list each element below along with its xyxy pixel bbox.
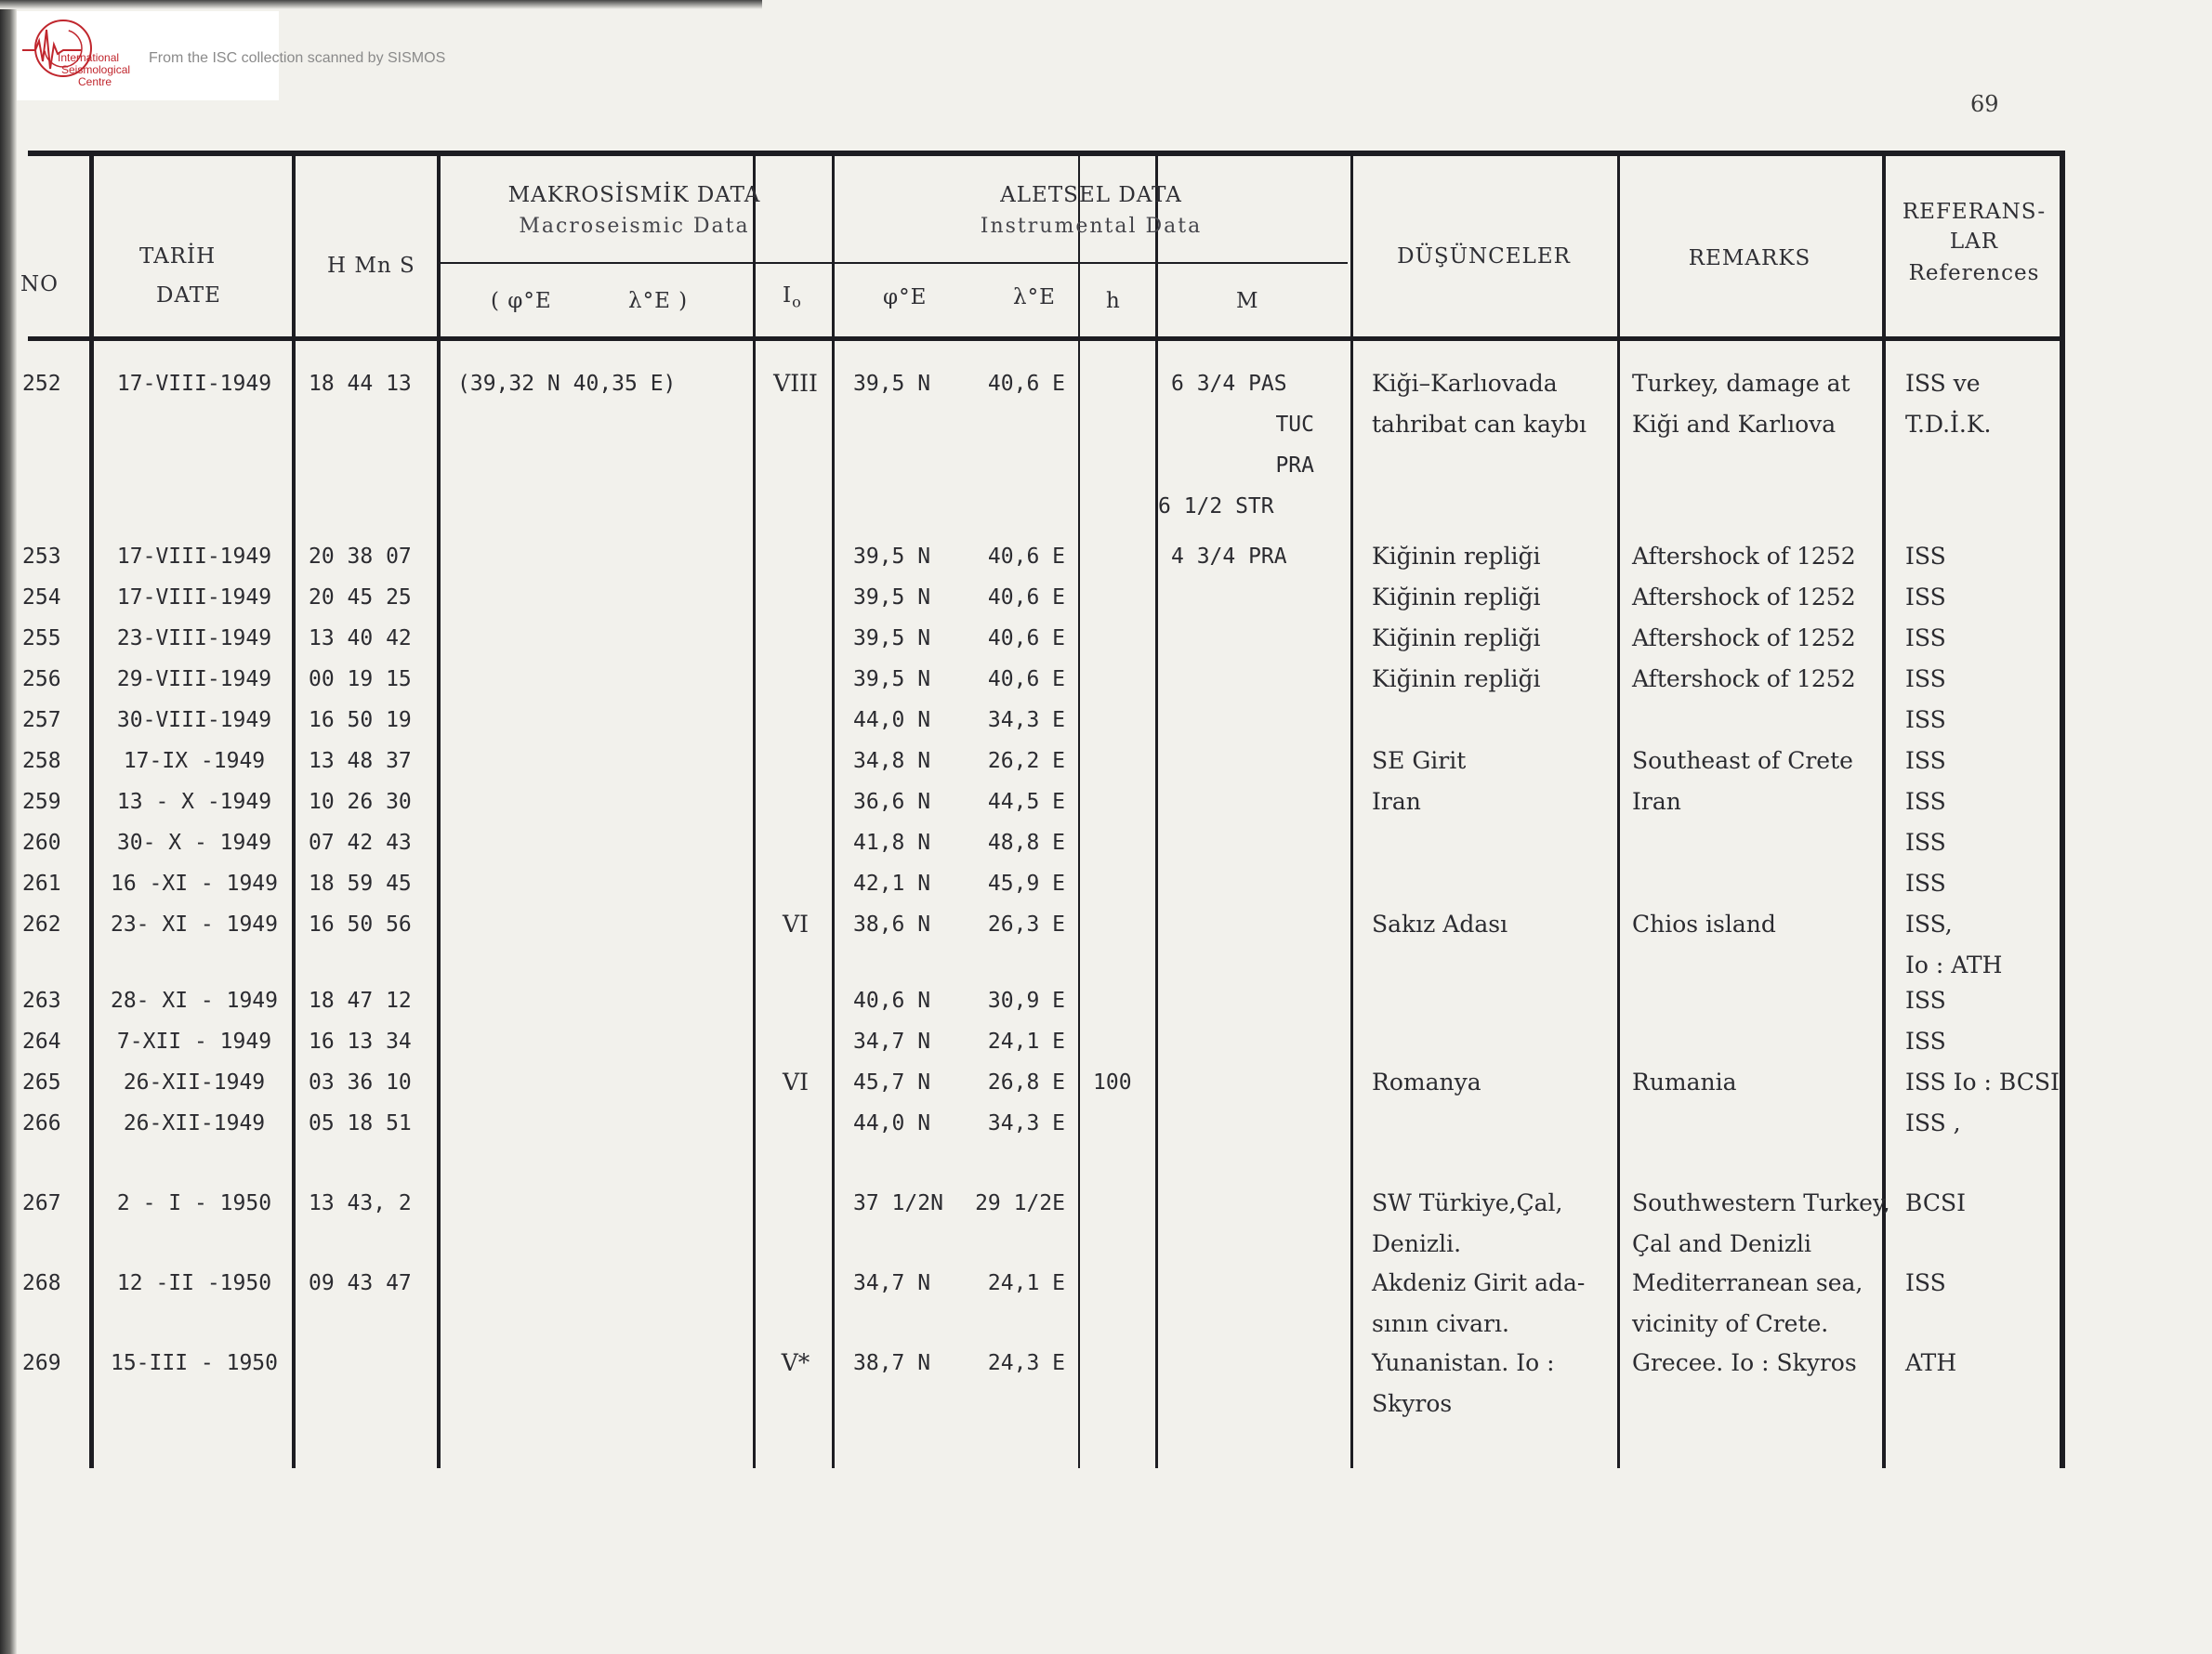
- row-256-date: 29-VIII-1949: [116, 667, 272, 691]
- header-instr-tr: ALETSEL DATA: [1000, 183, 1182, 207]
- row-252-time: 18 44 13: [309, 372, 412, 396]
- row-259-remark-tr-0: Iran: [1372, 788, 1421, 815]
- col-rule-mag: [1350, 151, 1353, 1468]
- row-266-lon: 34,3 E: [987, 1111, 1065, 1135]
- row-254-date: 17-VIII-1949: [116, 585, 272, 610]
- row-255-remark-en-0: Aftershock of 1252: [1632, 624, 1856, 651]
- row-266-date: 26-XII-1949: [123, 1111, 266, 1135]
- row-263-time: 18 47 12: [309, 989, 412, 1013]
- row-267-ref-0: BCSI: [1905, 1189, 1966, 1216]
- row-258-time: 13 48 37: [309, 749, 412, 773]
- row-269-remark-tr-1: Skyros: [1372, 1390, 1453, 1417]
- row-265-lat: 45,7 N: [853, 1070, 931, 1095]
- row-265-remark-tr-0: Romanya: [1372, 1069, 1481, 1096]
- row-260-time: 07 42 43: [309, 831, 412, 855]
- row-266-ref-0: ISS ,: [1905, 1109, 1961, 1136]
- row-268-lon: 24,1 E: [987, 1271, 1065, 1295]
- row-252-remark-tr-0: Kiği–Karlıovada: [1372, 370, 1558, 397]
- row-268-lat: 34,7 N: [853, 1271, 931, 1295]
- row-263-lon: 30,9 E: [987, 989, 1065, 1013]
- row-269-lon: 24,3 E: [987, 1351, 1065, 1375]
- row-268-remark-en-0: Mediterranean sea,: [1632, 1269, 1863, 1296]
- row-265-date: 26-XII-1949: [123, 1070, 266, 1095]
- row-267-remark-tr-1: Denizli.: [1372, 1230, 1462, 1257]
- row-257-date: 30-VIII-1949: [116, 708, 272, 732]
- row-268-time: 09 43 47: [309, 1271, 412, 1295]
- row-252-lat: 39,5 N: [853, 372, 931, 396]
- row-257-time: 16 50 19: [309, 708, 412, 732]
- row-255-date: 23-VIII-1949: [116, 626, 272, 650]
- row-252-intensity: VIII: [773, 370, 818, 397]
- row-265-time: 03 36 10: [309, 1070, 412, 1095]
- row-262-no: 262: [22, 912, 61, 937]
- header-depth: h: [1106, 289, 1121, 313]
- row-266-time: 05 18 51: [309, 1111, 412, 1135]
- row-254-remark-tr-0: Kiğinin repliği: [1372, 584, 1541, 610]
- row-256-remark-en-0: Aftershock of 1252: [1632, 665, 1856, 692]
- row-258-remark-en-0: Southeast of Crete: [1632, 747, 1853, 774]
- row-265-no: 265: [22, 1070, 61, 1095]
- row-264-no: 264: [22, 1030, 61, 1054]
- row-268-remark-en-1: vicinity of Crete.: [1632, 1310, 1829, 1337]
- row-256-time: 00 19 15: [309, 667, 412, 691]
- header-time: H Mn S: [327, 254, 415, 278]
- col-rule-h: [1155, 151, 1158, 1468]
- row-253-date: 17-VIII-1949: [116, 545, 272, 569]
- row-259-no: 259: [22, 790, 61, 814]
- header-remarks-en: REMARKS: [1688, 246, 1811, 270]
- header-macro-lat: ( φ°E: [491, 289, 552, 313]
- row-253-ref-0: ISS: [1905, 543, 1946, 570]
- col-rule-tr: [1617, 151, 1620, 1468]
- row-260-date: 30- X - 1949: [116, 831, 272, 855]
- row-262-time: 16 50 56: [309, 912, 412, 937]
- row-265-intensity: VI: [783, 1069, 809, 1096]
- isc-name: [58, 52, 160, 88]
- header-bottom-rule: [28, 336, 2065, 341]
- isc-name-line2: Seismological: [61, 63, 131, 76]
- row-254-lon: 40,6 E: [987, 585, 1065, 610]
- isc-name-line3: Centre: [78, 75, 112, 88]
- col-rule-macro: [753, 151, 756, 1468]
- row-266-no: 266: [22, 1111, 61, 1135]
- row-260-no: 260: [22, 831, 61, 855]
- col-rule-right: [2060, 151, 2065, 1468]
- row-262-date: 23- XI - 1949: [110, 912, 278, 937]
- isc-name-line1: International: [58, 51, 120, 64]
- row-268-ref-0: ISS: [1905, 1269, 1946, 1296]
- row-252-remark-tr-1: tahribat can kaybı: [1372, 411, 1587, 438]
- row-263-no: 263: [22, 989, 61, 1013]
- row-255-time: 13 40 42: [309, 626, 412, 650]
- row-256-lat: 39,5 N: [853, 667, 931, 691]
- row-255-ref-0: ISS: [1905, 624, 1946, 651]
- row-257-ref-0: ISS: [1905, 706, 1946, 733]
- col-rule-date: [292, 151, 296, 1468]
- row-257-lon: 34,3 E: [987, 708, 1065, 732]
- row-267-no: 267: [22, 1191, 61, 1215]
- header-date-tr: TARİH: [139, 244, 217, 269]
- row-268-no: 268: [22, 1271, 61, 1295]
- row-259-lon: 44,5 E: [987, 790, 1065, 814]
- header-remarks-tr: DÜŞÜNCELER: [1397, 244, 1571, 269]
- row-256-ref-0: ISS: [1905, 665, 1946, 692]
- row-255-remark-tr-0: Kiğinin repliği: [1372, 624, 1541, 651]
- row-265-ref-0: ISS Io : BCSI: [1905, 1069, 2060, 1096]
- row-254-time: 20 45 25: [309, 585, 412, 610]
- row-264-lat: 34,7 N: [853, 1030, 931, 1054]
- row-258-ref-0: ISS: [1905, 747, 1946, 774]
- row-258-date: 17-IX -1949: [123, 749, 266, 773]
- header-macro-lon: λ°E ): [628, 289, 689, 313]
- row-262-ref-0: ISS,: [1905, 911, 1953, 938]
- row-261-time: 18 59 45: [309, 872, 412, 896]
- row-262-ref-1: Io : ATH: [1905, 952, 2003, 978]
- col-rule-no: [89, 151, 94, 1468]
- row-259-time: 10 26 30: [309, 790, 412, 814]
- row-267-lon: 29 1/2E: [975, 1191, 1065, 1215]
- row-261-no: 261: [22, 872, 61, 896]
- row-265-lon: 26,8 E: [987, 1070, 1065, 1095]
- row-262-intensity: VI: [783, 911, 809, 938]
- row-269-intensity: V*: [781, 1349, 810, 1376]
- row-258-lon: 26,2 E: [987, 749, 1065, 773]
- row-262-remark-en-0: Chios island: [1632, 911, 1776, 938]
- row-267-remark-en-0: Southwestern Turkey,: [1632, 1189, 1890, 1216]
- row-254-no: 254: [22, 585, 61, 610]
- row-269-no: 269: [22, 1351, 61, 1375]
- col-rule-io: [832, 151, 835, 1468]
- row-262-remark-tr-0: Sakız Adası: [1372, 911, 1508, 938]
- row-259-remark-en-0: Iran: [1632, 788, 1681, 815]
- row-269-date: 15-III - 1950: [110, 1351, 278, 1375]
- row-267-date: 2 - I - 1950: [116, 1191, 272, 1215]
- row-267-time: 13 43, 2: [309, 1191, 412, 1215]
- row-256-no: 256: [22, 667, 61, 691]
- book-spine-shadow: [0, 0, 17, 1654]
- row-257-lat: 44,0 N: [853, 708, 931, 732]
- top-edge-shadow: [0, 0, 762, 9]
- row-252-macro: (39,32 N 40,35 E): [457, 372, 677, 396]
- row-259-lat: 36,6 N: [853, 790, 931, 814]
- col-rule-en: [1882, 151, 1886, 1468]
- row-252-mag-2: PRA: [1275, 453, 1314, 478]
- header-magnitude: M: [1236, 289, 1259, 313]
- row-268-date: 12 -II -1950: [116, 1271, 272, 1295]
- row-269-remark-tr-0: Yunanistan. Io :: [1372, 1349, 1555, 1376]
- row-262-lat: 38,6 N: [853, 912, 931, 937]
- col-rule-time: [437, 151, 441, 1468]
- row-263-lat: 40,6 N: [853, 989, 931, 1013]
- row-253-lon: 40,6 E: [987, 545, 1065, 569]
- row-261-date: 16 -XI - 1949: [110, 872, 278, 896]
- row-252-ref-0: ISS ve: [1905, 370, 1981, 397]
- row-265-depth: 100: [1093, 1070, 1132, 1095]
- header-ref-tr-1: REFERANS-: [1902, 200, 2047, 224]
- row-256-lon: 40,6 E: [987, 667, 1065, 691]
- row-253-no: 253: [22, 545, 61, 569]
- row-265-remark-en-0: Rumania: [1632, 1069, 1737, 1096]
- page-number: 69: [1970, 91, 1999, 117]
- row-254-remark-en-0: Aftershock of 1252: [1632, 584, 1856, 610]
- row-264-date: 7-XII - 1949: [116, 1030, 272, 1054]
- row-252-ref-1: T.D.İ.K.: [1905, 411, 1992, 438]
- row-261-lat: 42,1 N: [853, 872, 931, 896]
- row-252-mag-0: 6 3/4 PAS: [1171, 372, 1287, 396]
- row-255-lon: 40,6 E: [987, 626, 1065, 650]
- row-252-remark-en-0: Turkey, damage at: [1632, 370, 1850, 397]
- row-264-time: 16 13 34: [309, 1030, 412, 1054]
- row-268-remark-tr-0: Akdeniz Girit ada-: [1372, 1269, 1586, 1296]
- header-instr-en: Instrumental Data: [980, 215, 1203, 238]
- row-253-remark-tr-0: Kiğinin repliği: [1372, 543, 1541, 570]
- row-255-no: 255: [22, 626, 61, 650]
- row-258-no: 258: [22, 749, 61, 773]
- table-top-rule: [28, 151, 2065, 156]
- row-253-remark-en-0: Aftershock of 1252: [1632, 543, 1856, 570]
- row-262-lon: 26,3 E: [987, 912, 1065, 937]
- row-253-lat: 39,5 N: [853, 545, 931, 569]
- macro-sub-rule: [437, 262, 1348, 264]
- header-macro-en: Macroseismic Data: [519, 215, 750, 238]
- col-rule-lon: [1078, 151, 1080, 1468]
- row-264-ref-0: ISS: [1905, 1028, 1946, 1055]
- row-267-remark-en-1: Çal and Denizli: [1632, 1230, 1812, 1257]
- row-263-ref-0: ISS: [1905, 987, 1946, 1014]
- row-252-mag-1: TUC: [1275, 413, 1314, 437]
- row-267-lat: 37 1/2N: [853, 1191, 943, 1215]
- row-253-mag-0: 4 3/4 PRA: [1171, 545, 1287, 569]
- row-260-lat: 41,8 N: [853, 831, 931, 855]
- row-257-no: 257: [22, 708, 61, 732]
- row-267-remark-tr-0: SW Türkiye,Çal,: [1372, 1189, 1563, 1216]
- header-instr-lon: λ°E: [1013, 285, 1056, 309]
- row-263-date: 28- XI - 1949: [110, 989, 278, 1013]
- row-269-remark-en-0: Grecee. Io : Skyros: [1632, 1349, 1857, 1376]
- row-252-date: 17-VIII-1949: [116, 372, 272, 396]
- row-260-lon: 48,8 E: [987, 831, 1065, 855]
- row-252-mag-3: 6 1/2 STR: [1158, 494, 1274, 519]
- row-259-ref-0: ISS: [1905, 788, 1946, 815]
- row-260-ref-0: ISS: [1905, 829, 1946, 856]
- row-269-lat: 38,7 N: [853, 1351, 931, 1375]
- scan-credit: From the ISC collection scanned by SISMOS: [149, 50, 446, 66]
- row-252-lon: 40,6 E: [987, 372, 1065, 396]
- row-261-lon: 45,9 E: [987, 872, 1065, 896]
- row-252-remark-en-1: Kiği and Karlıova: [1632, 411, 1837, 438]
- row-253-time: 20 38 07: [309, 545, 412, 569]
- row-252-no: 252: [22, 372, 61, 396]
- header-intensity: $I_o$: [783, 283, 802, 311]
- row-255-lat: 39,5 N: [853, 626, 931, 650]
- row-269-ref-0: ATH: [1905, 1349, 1957, 1376]
- row-258-lat: 34,8 N: [853, 749, 931, 773]
- header-macro-tr: MAKROSİSMİK DATA: [507, 183, 761, 207]
- row-259-date: 13 - X -1949: [116, 790, 272, 814]
- header-ref-tr-2: LAR: [1949, 230, 1999, 254]
- row-261-ref-0: ISS: [1905, 870, 1946, 897]
- header-ref-en: References: [1908, 261, 2040, 285]
- row-266-lat: 44,0 N: [853, 1111, 931, 1135]
- header-instr-lat: φ°E: [883, 285, 928, 309]
- header-date-en: DATE: [156, 283, 221, 308]
- header-no: NO: [20, 272, 59, 296]
- row-268-remark-tr-1: sının civarı.: [1372, 1310, 1509, 1337]
- row-254-ref-0: ISS: [1905, 584, 1946, 610]
- row-254-lat: 39,5 N: [853, 585, 931, 610]
- row-264-lon: 24,1 E: [987, 1030, 1065, 1054]
- row-256-remark-tr-0: Kiğinin repliği: [1372, 665, 1541, 692]
- row-258-remark-tr-0: SE Girit: [1372, 747, 1467, 774]
